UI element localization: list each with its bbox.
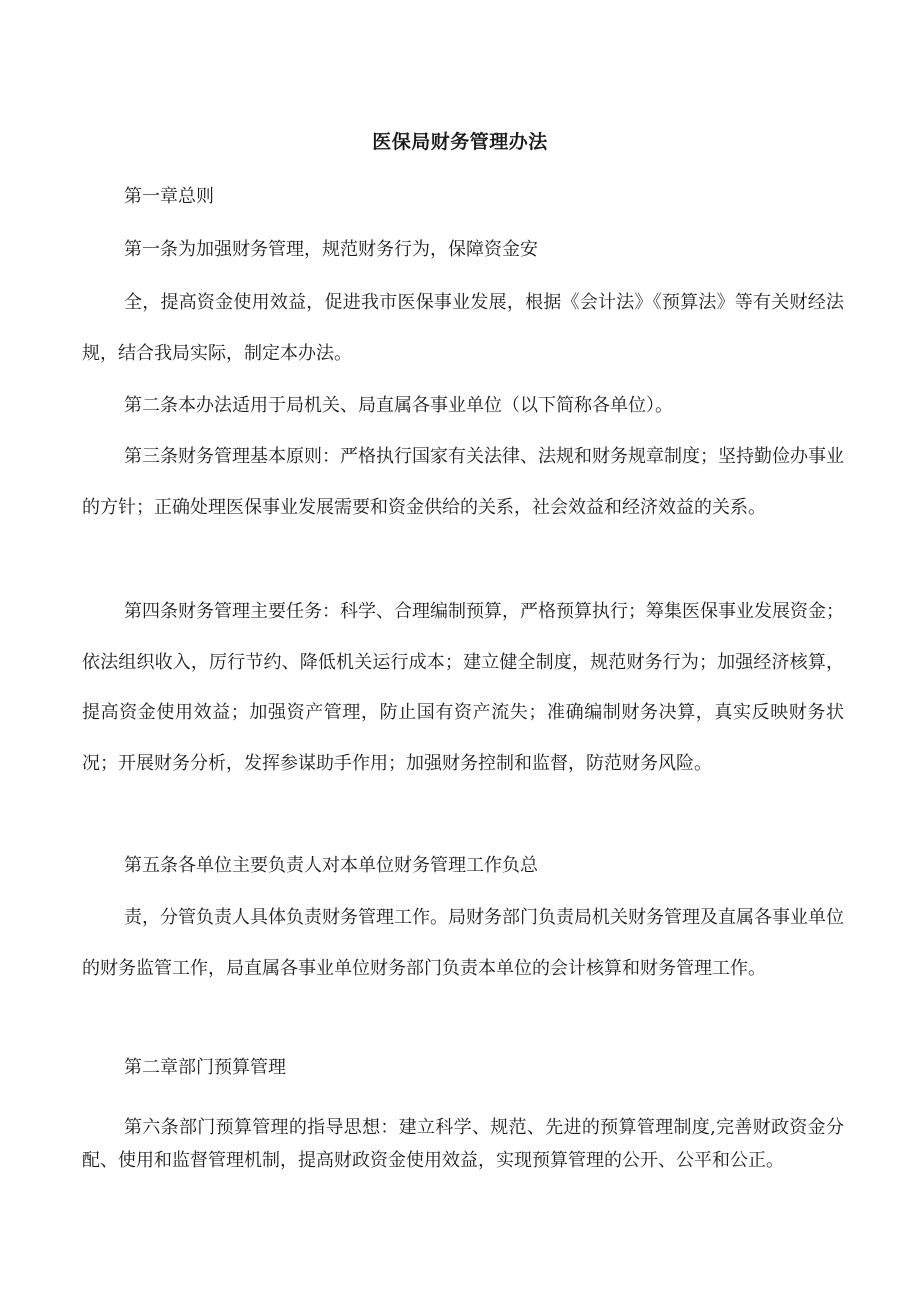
- article-3: 第三条财务管理基本原则：严格执行国家有关法律、法规和财务规章制度；坚持勤俭办事业的方针；正确处理医保事业发展需要和资金供给的关系，社会效益和经济效益的关系。: [82, 446, 844, 518]
- article-6: 第六条部门预算管理的指导思想：建立科学、规范、先进的预算管理制度,完善财政资金分配、使用和监督管理机制，提高财政资金使用效益，实现预算管理的公开、公平和公正。: [82, 1117, 844, 1171]
- document-title: 医保局财务管理办法: [372, 131, 548, 153]
- article-1-continued: 全，提高资金使用效益，促进我市医保事业发展，根据《会计法》《预算法》等有关财经法规，结合我局实际，制定本办法。: [82, 292, 844, 364]
- article-4: 第四条财务管理主要任务：科学、合理编制预算，严格预算执行；筹集医保事业发展资金；依法组织收入，厉行节约、降低机关运行成本；建立健全制度，规范财务行为；加强经济核算，提高资金使用效益；加强资产管理，防止国有资产流失；准确编制财务决算，真实反映财务状况；开展财务分析，发挥参谋助手作用；加强财务控制和监督，防范财务风险。: [82, 601, 844, 774]
- article-5-continued: 责，分管负责人具体负责财务管理工作。局财务部门负责局机关财务管理及直属各事业单位的财务监管工作，局直属各事业单位财务部门负责本单位的会计核算和财务管理工作。: [82, 907, 844, 979]
- article-2: 第二条本办法适用于局机关、局直属各事业单位（以下简称各单位）。: [124, 395, 673, 416]
- chapter-2-heading: 第二章部门预算管理: [124, 1057, 286, 1078]
- chapter-1-heading: 第一章总则: [124, 186, 214, 207]
- article-5-line-1: 第五条各单位主要负责人对本单位财务管理工作负总: [124, 855, 538, 876]
- article-1-line-1: 第一条为加强财务管理，规范财务行为，保障资金安: [124, 239, 538, 260]
